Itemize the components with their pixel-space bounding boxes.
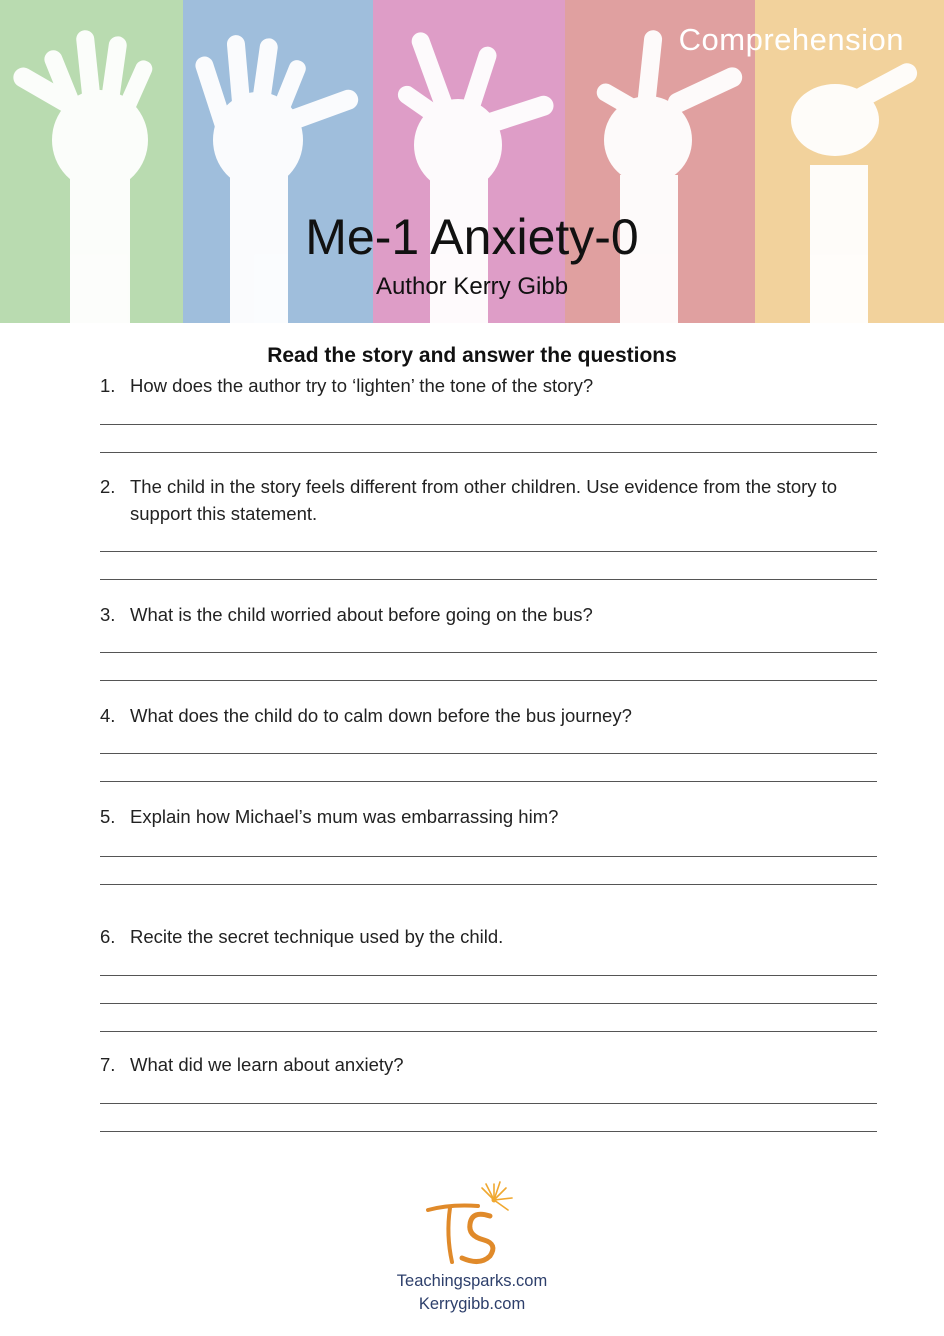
instructions-heading: Read the story and answer the questions: [267, 344, 677, 367]
worksheet-title: Me-1 Anxiety-0: [305, 209, 639, 265]
answer-line[interactable]: [100, 1103, 877, 1104]
answer-line[interactable]: [100, 781, 877, 782]
answer-line[interactable]: [100, 884, 877, 885]
answer-line[interactable]: [100, 551, 877, 552]
answer-line[interactable]: [100, 452, 877, 453]
question-text: Explain how Michael’s mum was embarrassing him?: [130, 806, 559, 827]
answer-line[interactable]: [100, 579, 877, 580]
question-7: [100, 1051, 860, 1078]
answer-line[interactable]: [100, 1003, 877, 1004]
answer-line[interactable]: [100, 424, 877, 425]
question-number: 4.: [100, 705, 116, 726]
question-text: Recite the secret technique used by the child.: [130, 926, 504, 947]
question-4: [100, 702, 860, 729]
question-number: 6.: [100, 926, 116, 947]
author-name: Author Kerry Gibb: [375, 273, 569, 300]
question-number: 7.: [100, 1054, 116, 1075]
question-text: How does the author try to ‘lighten’ the tone of the story?: [130, 375, 594, 396]
question-text: What did we learn about anxiety?: [130, 1054, 404, 1075]
answer-line[interactable]: [100, 975, 877, 976]
question-5: [100, 803, 860, 830]
answer-line[interactable]: [100, 652, 877, 653]
question-text: The child in the story feels different from other children. Use evidence from the story to support this statement.: [130, 476, 838, 524]
question-number: 2.: [100, 476, 116, 497]
answer-line[interactable]: [100, 1131, 877, 1132]
question-number: 3.: [100, 604, 116, 625]
footer-website-teachingsparks[interactable]: Teachingsparks.com: [396, 1272, 548, 1290]
answer-line[interactable]: [100, 753, 877, 754]
question-3: [100, 601, 860, 628]
question-text: What is the child worried about before going on the bus?: [130, 604, 593, 625]
answer-line[interactable]: [100, 1031, 877, 1032]
question-number: 1.: [100, 375, 116, 396]
header-banner: [0, 0, 944, 323]
answer-line[interactable]: [100, 680, 877, 681]
footer-website-kerrygibb[interactable]: Kerrygibb.com: [418, 1295, 526, 1313]
question-6: [100, 923, 860, 950]
question-text: What does the child do to calm down before the bus journey?: [130, 705, 632, 726]
question-number: 5.: [100, 806, 116, 827]
teaching-sparks-logo: [420, 1180, 520, 1270]
comprehension-badge: Comprehension: [678, 22, 904, 57]
question-2: [100, 473, 860, 527]
answer-line[interactable]: [100, 856, 877, 857]
question-1: [100, 372, 860, 399]
